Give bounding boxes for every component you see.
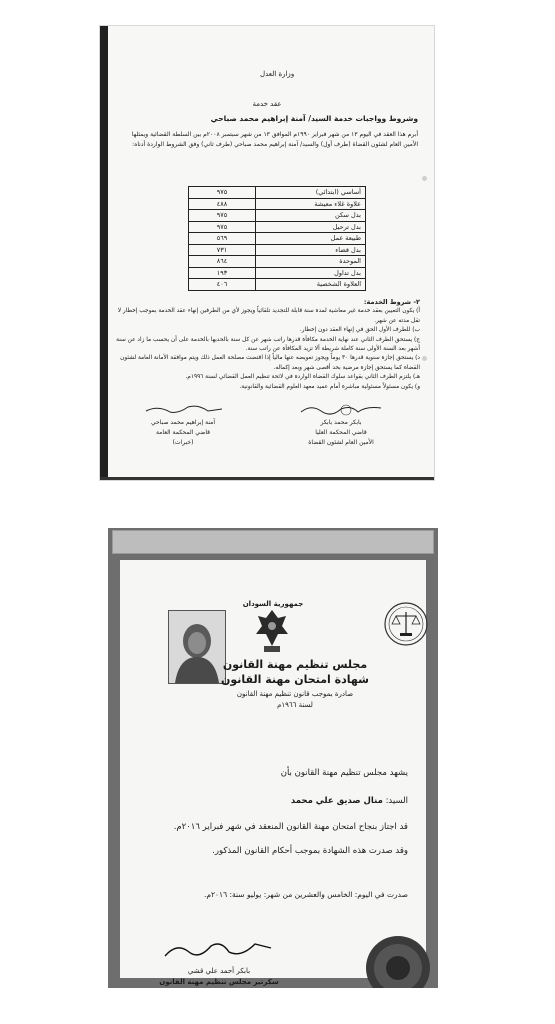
term-item: هـ) يلتزم الطرف الثاني بقواعد سلوك القضاة الواردة في لائحة تنظيم العمل القضائي لسنة ١٩٩٦م. xyxy=(185,374,420,381)
term-item: و) يكون مسئولاً مسئولية مباشرة أمام عميد معهد العلوم القضائية والقانونية. xyxy=(239,383,420,390)
passed-text: قد اجتاز بنجاح امتحان مهنة القانون المنعقد في شهر فبراير ٢٠١٦م. xyxy=(173,822,408,832)
salary-label: العلاوة الشخصية xyxy=(256,279,366,291)
salary-label: بدل قضاء xyxy=(256,244,366,256)
signer-name: بابكر أحمد علي قشي xyxy=(187,967,251,975)
certificate-title: شهادة امتحان مهنة القانون xyxy=(221,673,369,686)
mr-label: السيد: xyxy=(385,796,408,806)
salary-value: ٩٧٥ xyxy=(189,210,256,222)
salary-value: ٥٦٩ xyxy=(189,233,256,245)
punch-hole xyxy=(422,356,427,361)
signer-role: (خبرات) xyxy=(172,439,194,446)
salary-value: ٤٨٨ xyxy=(189,198,256,210)
terms-heading: ٢- شروط الخدمة: xyxy=(363,298,420,306)
salary-row xyxy=(189,210,366,222)
signer-role: الأمين العام لشئون القضاة xyxy=(308,439,374,446)
salary-value: ٩٧٥ xyxy=(189,221,256,233)
salary-label: الموحدة xyxy=(256,256,366,268)
scan-edge xyxy=(100,26,108,480)
certifies-text: يشهد مجلس تنظيم مهنة القانون بأن xyxy=(280,768,408,778)
certificate-sheet xyxy=(120,560,426,986)
term-item: د) يستحق إجازة سنوية قدرها ٣٠ يوماً ويجوز تعويضه عنها مالياً إذا اقتضت مصلحة العمل ذلك ويتم موافقة الأمانة العامة لشئون القضاة كما يستحق إجازة مرضية بحد أقصى شهر وبعد إكماله. xyxy=(120,355,420,371)
term-item: ج) يستحق الطرف الثاني عند نهاية الخدمة مكافأة قدرها راتب شهر عن كل سنة بالحديها بالخدمة على أن يحسب ما زاد عن سنة أشهر بعد السنة الأولى سنة كاملة شريطة ألا تزيد المكافأة عن راتب سنة. xyxy=(116,336,420,353)
state-name: جمهورية السودان xyxy=(242,600,304,608)
handwritten-signature xyxy=(159,938,279,962)
salary-row xyxy=(189,279,366,291)
punch-hole xyxy=(422,176,427,181)
header-stamp: وزارة العدل xyxy=(260,70,295,78)
signer-name: آمنة إبراهيم محمد صباحي xyxy=(150,419,216,426)
salary-value: ٨٦٤ xyxy=(189,256,256,268)
salary-row xyxy=(189,256,366,268)
sudan-emblem-icon xyxy=(252,606,292,656)
handwritten-signature xyxy=(138,402,228,416)
salary-row xyxy=(189,233,366,245)
term-item: أ) يكون التعيين بعقد خدمة غير معاشية لمدة سنة قابلة للتجديد تلقائياً ويجوز لأي من الطرفين إنهاء عقد الخدمة بموجب إخطار لا تقل مدته عن شهر. xyxy=(117,308,420,324)
signer-role: قاضي المحكمة العامة xyxy=(155,429,211,436)
salary-value: ٤٠٦ xyxy=(189,279,256,291)
salary-label: علاوة غلاء معيشة xyxy=(256,198,366,210)
issue-date: صدرت في اليوم: الخامس والعشرين من شهر: يوليو سنة: ٢٠١٦م. xyxy=(203,890,408,899)
scan-edge-bottom xyxy=(100,477,434,480)
salary-value: ٩٧٥ xyxy=(189,187,256,199)
holder-name: منال صديق علي محمد xyxy=(290,796,383,806)
official-seal-stamp xyxy=(364,934,432,988)
salary-label: طبيعة عمل xyxy=(256,233,366,245)
contract-intro: أبرم هذا العقد في اليوم ١٣ من شهر فبراير ١٩٩٠م الموافق ١٣ من شهر سبتمبر ٢٠٠٨م بين السلطة القضائية ويمثلها الأمين العام لشئون القضاة (طرف أول) والسيد/ آمنة إبراهيم محمد صباحي (طرف ثاني) وفق الشروط الواردة أدناه: xyxy=(131,131,418,148)
signer-name: بابكر محمد بابكر xyxy=(320,419,362,426)
salary-label: أساسي (ابتدائي) xyxy=(256,187,366,199)
signer-role: قاضي المحكمة العليا xyxy=(315,429,367,436)
scales-of-justice-icon xyxy=(382,600,430,648)
salary-row xyxy=(189,198,366,210)
scan-top-strip xyxy=(112,530,434,554)
council-title: مجلس تنظيم مهنة القانون xyxy=(222,658,368,671)
document-subtitle: عقد خدمة xyxy=(252,100,282,108)
salary-row xyxy=(189,221,366,233)
salary-label: بدل تداول xyxy=(256,267,366,279)
salary-value: ٧٣١ xyxy=(189,244,256,256)
contract-page xyxy=(100,26,434,480)
signature-block-right xyxy=(276,402,406,448)
handwritten-signature xyxy=(296,402,386,416)
law-year: لسنة ١٩٦٦م xyxy=(277,701,313,709)
holder-line xyxy=(150,796,408,806)
issued-under-text: صادرة بموجب قانون تنظيم مهنة القانون xyxy=(236,690,354,698)
document-title: وشروط وواجبات خدمة السيد/ آمنة إبراهيم محمد صباحي xyxy=(210,114,418,123)
salary-row xyxy=(189,244,366,256)
salary-value: ١٩٣ xyxy=(189,267,256,279)
certificate-page xyxy=(108,528,438,988)
salary-row xyxy=(189,187,366,199)
issued-text: وقد صدرت هذه الشهادة بموجب أحكام القانون المذكور. xyxy=(212,846,408,856)
salary-label: بدل ترحيل xyxy=(256,221,366,233)
salary-row xyxy=(189,267,366,279)
signature-block-left xyxy=(118,402,248,448)
terms-section xyxy=(116,298,420,392)
secretary-signature-block xyxy=(154,938,284,988)
term-item: ب) للطرف الأول الحق في إنهاء العقد دون إخطار. xyxy=(299,327,420,334)
signer-role: سكرتير مجلس تنظيم مهنة القانون xyxy=(159,978,279,986)
salary-table xyxy=(188,186,366,291)
salary-label: بدل سكن xyxy=(256,210,366,222)
